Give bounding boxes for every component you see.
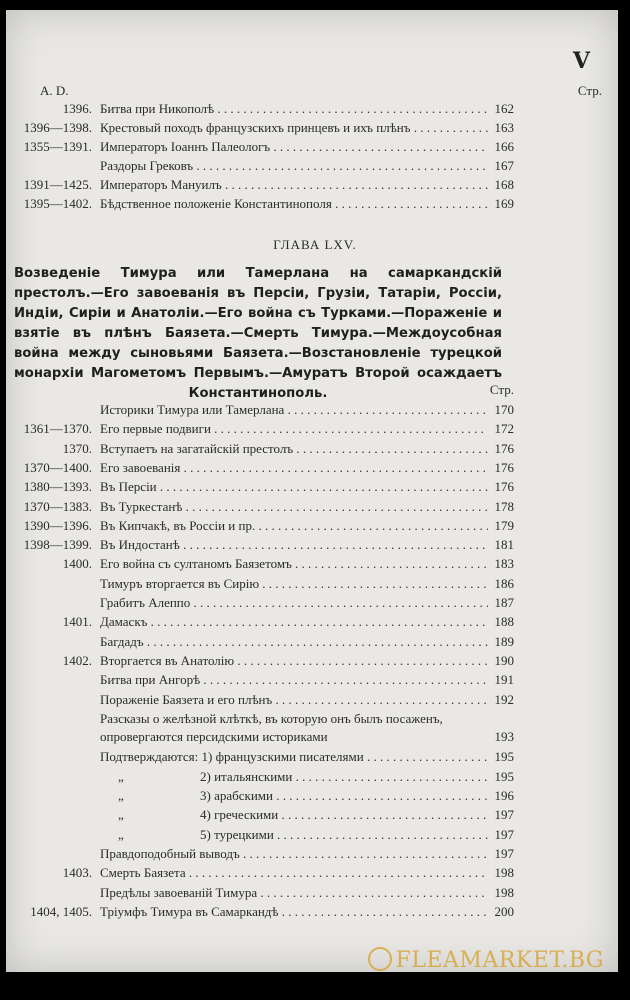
toc-entry-page: 196 xyxy=(494,788,514,803)
chapter-summary: Возведеніе Тимура или Тамерлана на самаркандскій престолъ.—Его завоеванія въ Персіи, Грузіи, Татаріи, Россіи, Индіи, Сиріи и Анатоліи.—Его война съ Турками.—Пораженіе и взятіе въ плѣнъ Баязета.—Смерть Тимура.—Междоусобная война между сыновьями Баязета.—Возстановленіе турецкой монархіи Магометомъ Первымъ.—Амуратъ Второй осаждаетъ Константинополь. xyxy=(14,266,502,401)
toc-entry-title: Вторгается въ Анатолію . . . xyxy=(100,652,488,670)
toc-entry-date: 1355—1391. xyxy=(23,139,92,154)
toc-entry xyxy=(0,691,630,709)
toc-entry-title: Его первые подвиги . . . xyxy=(100,420,488,438)
toc-entry xyxy=(0,420,630,438)
toc-entry-page: 193 xyxy=(494,728,514,744)
toc-entry-ditto-mark: „ xyxy=(118,826,124,842)
toc-entry-title: Его завоеванія . . . xyxy=(100,459,488,477)
toc-entry-title: Его война съ султаномъ Баязетомъ . . . xyxy=(100,555,488,573)
toc-entry xyxy=(0,748,630,766)
toc-entry-page: 163 xyxy=(494,120,514,135)
watermark-text: FLEAMARKET.BG xyxy=(395,948,604,973)
toc-entry xyxy=(0,575,630,593)
toc-header-year-label: A. D. xyxy=(40,83,69,98)
toc-entry-date: 1403. xyxy=(62,865,92,881)
toc-entry xyxy=(0,652,630,670)
toc-entry-title: 4) греческими . . . xyxy=(200,806,488,824)
toc-entry-date: 1398—1399. xyxy=(23,537,92,553)
toc-entry-date: 1370—1400. xyxy=(23,459,92,475)
toc-entry-date: 1380—1393. xyxy=(23,479,92,495)
toc-entry xyxy=(0,401,630,419)
toc-entry-title: Подтверждаются: 1) французскими писателями . . . xyxy=(100,748,488,766)
toc-entry xyxy=(0,100,630,118)
toc-entry-page: 195 xyxy=(494,749,514,765)
toc-entry-page: 176 xyxy=(494,459,514,475)
toc-entry xyxy=(0,710,630,746)
toc-entry-date: 1396. xyxy=(62,101,92,116)
toc-entry-date: 1404, 1405. xyxy=(30,903,92,919)
toc-entry xyxy=(0,864,630,882)
toc-entry-page: 197 xyxy=(494,807,514,823)
toc-entry xyxy=(0,157,630,175)
toc-entry-title: Въ Индостанѣ . . . xyxy=(100,536,488,554)
toc-entry-date: 1391—1425. xyxy=(23,177,92,192)
toc-entry-page: 178 xyxy=(494,498,514,514)
chapter-title: ГЛАВА LXV. xyxy=(273,237,357,252)
toc-entry-title: Крестовый походъ французскихъ принцевъ и ихъ плѣнъ . . . xyxy=(100,119,488,137)
toc-entry-page: 198 xyxy=(494,884,514,900)
toc-entry-page: 167 xyxy=(494,158,514,173)
toc-entry-page: 170 xyxy=(494,402,514,417)
toc-entry xyxy=(0,517,630,535)
toc-entry-title: Пораженіе Баязета и его плѣнъ . . . xyxy=(100,691,488,709)
toc-entry-title: Грабитъ Алеппо . . . xyxy=(100,594,488,612)
toc-entry xyxy=(0,671,630,689)
toc-entry-ditto-mark: „ xyxy=(118,788,124,803)
toc-entry xyxy=(0,119,630,137)
toc-entry-title: 2) итальянскими . . . xyxy=(200,768,488,786)
toc-entry xyxy=(0,903,630,921)
toc-entry-title: Битва при Ангорѣ . . . xyxy=(100,671,488,689)
toc-entry-ditto-mark: „ xyxy=(118,768,124,784)
toc-entry-page: 166 xyxy=(494,139,514,154)
toc-header xyxy=(24,83,602,101)
toc-entry-page: 172 xyxy=(494,421,514,437)
toc-entry-title: Раздоры Грековъ . . . xyxy=(100,157,488,175)
watermark xyxy=(368,948,604,978)
toc-entry-date: 1395—1402. xyxy=(23,196,92,211)
toc-entry-page: 198 xyxy=(494,865,514,881)
watermark-logo-icon xyxy=(368,947,392,971)
toc-entry-title: Историки Тимура или Тамерлана . . . xyxy=(100,401,488,419)
toc-entry-date: 1390—1396. xyxy=(23,517,92,533)
toc-entry-title: Тимуръ вторгается въ Сирію . . . xyxy=(100,575,488,593)
toc-entry-page: 200 xyxy=(494,903,514,919)
toc-entry-title: Въ Туркестанѣ . . . xyxy=(100,498,488,516)
toc-entry-title: Разсказы о желѣзной клѣткѣ, въ которую онъ былъ посаженъ, опровергаются персидскими историками xyxy=(100,710,443,744)
toc-entry-date: 1400. xyxy=(62,556,92,572)
toc-entry xyxy=(0,440,630,458)
toc-entry-title: Въ Кипчакѣ, въ Россіи и пр. . . . xyxy=(100,517,488,535)
toc-entry xyxy=(0,768,630,786)
toc-entry-title: Вступаетъ на загатайскій престолъ . . . xyxy=(100,440,488,458)
toc-entry xyxy=(0,613,630,631)
toc-entry xyxy=(0,498,630,516)
toc-entry-title: Императоръ Іоаннъ Палеологъ . . . xyxy=(100,138,488,156)
toc-entry-date: 1396—1398. xyxy=(23,120,92,135)
toc-entry-page: 197 xyxy=(494,826,514,842)
toc-entry-page: 192 xyxy=(494,691,514,707)
toc-entry-title: Предѣлы завоеваній Тимура . . . xyxy=(100,884,488,902)
toc-entry-title: Смерть Баязета . . . xyxy=(100,864,488,882)
toc-entry xyxy=(0,459,630,477)
toc-entry-page: 186 xyxy=(494,575,514,591)
toc-entry xyxy=(0,787,630,805)
toc-entry-title: Въ Персіи . . . xyxy=(100,478,488,496)
toc-entry-date: 1361—1370. xyxy=(23,421,92,437)
toc-entry-page: 190 xyxy=(494,652,514,668)
toc-entry-page: 189 xyxy=(494,633,514,649)
toc-entry-date: 1402. xyxy=(62,652,92,668)
toc-entry-date: 1370. xyxy=(62,440,92,456)
toc-entry xyxy=(0,884,630,902)
toc-entry xyxy=(0,195,630,213)
toc-entry-page: 188 xyxy=(494,614,514,630)
toc-entry-title: Дамаскъ . . . xyxy=(100,613,488,631)
toc-section-2-page-label: Стр. xyxy=(489,382,514,397)
toc-entry-page: 168 xyxy=(494,177,514,192)
page-number: V xyxy=(572,48,590,74)
toc-entry-page: 162 xyxy=(494,101,514,116)
toc-entry-page: 176 xyxy=(494,479,514,495)
toc-entry xyxy=(0,826,630,844)
toc-entry xyxy=(0,806,630,824)
toc-entry-page: 191 xyxy=(494,672,514,688)
toc-entry-title: Тріумфъ Тимура въ Самаркандѣ . . . xyxy=(100,903,488,921)
toc-entry-page: 179 xyxy=(494,517,514,533)
toc-entry-date: 1401. xyxy=(62,614,92,630)
toc-entry xyxy=(0,176,630,194)
toc-entry-page: 187 xyxy=(494,595,514,610)
toc-entry xyxy=(0,555,630,573)
toc-entry-title: 5) турецкими . . . xyxy=(200,826,488,844)
toc-entry-page: 183 xyxy=(494,556,514,572)
toc-entry xyxy=(0,633,630,651)
toc-entry-ditto-mark: „ xyxy=(118,807,124,823)
toc-entry-title: Битва при Никополѣ . . . xyxy=(100,100,488,118)
toc-entry-page: 195 xyxy=(494,768,514,784)
toc-entry xyxy=(0,478,630,496)
toc-header-page-label: Стр. xyxy=(577,83,602,98)
toc-entry-title: Багдадъ . . . xyxy=(100,633,488,651)
toc-entry-page: 197 xyxy=(494,845,514,861)
toc-entry-page: 169 xyxy=(494,196,514,211)
toc-entry-title: Бѣдственное положеніе Константинополя . . . xyxy=(100,195,488,213)
toc-entry-page: 176 xyxy=(494,440,514,456)
toc-entry-title: Правдоподобный выводъ . . . xyxy=(100,845,488,863)
toc-entry-date: 1370—1383. xyxy=(23,498,92,514)
toc-entry xyxy=(0,536,630,554)
toc-entry xyxy=(0,594,630,612)
toc-entry-title: Императоръ Мануилъ . . . xyxy=(100,176,488,194)
toc-entry xyxy=(0,845,630,863)
toc-entry xyxy=(0,138,630,156)
toc-entry-title: 3) арабскими . . . xyxy=(200,787,488,805)
toc-entry-page: 181 xyxy=(494,537,514,553)
